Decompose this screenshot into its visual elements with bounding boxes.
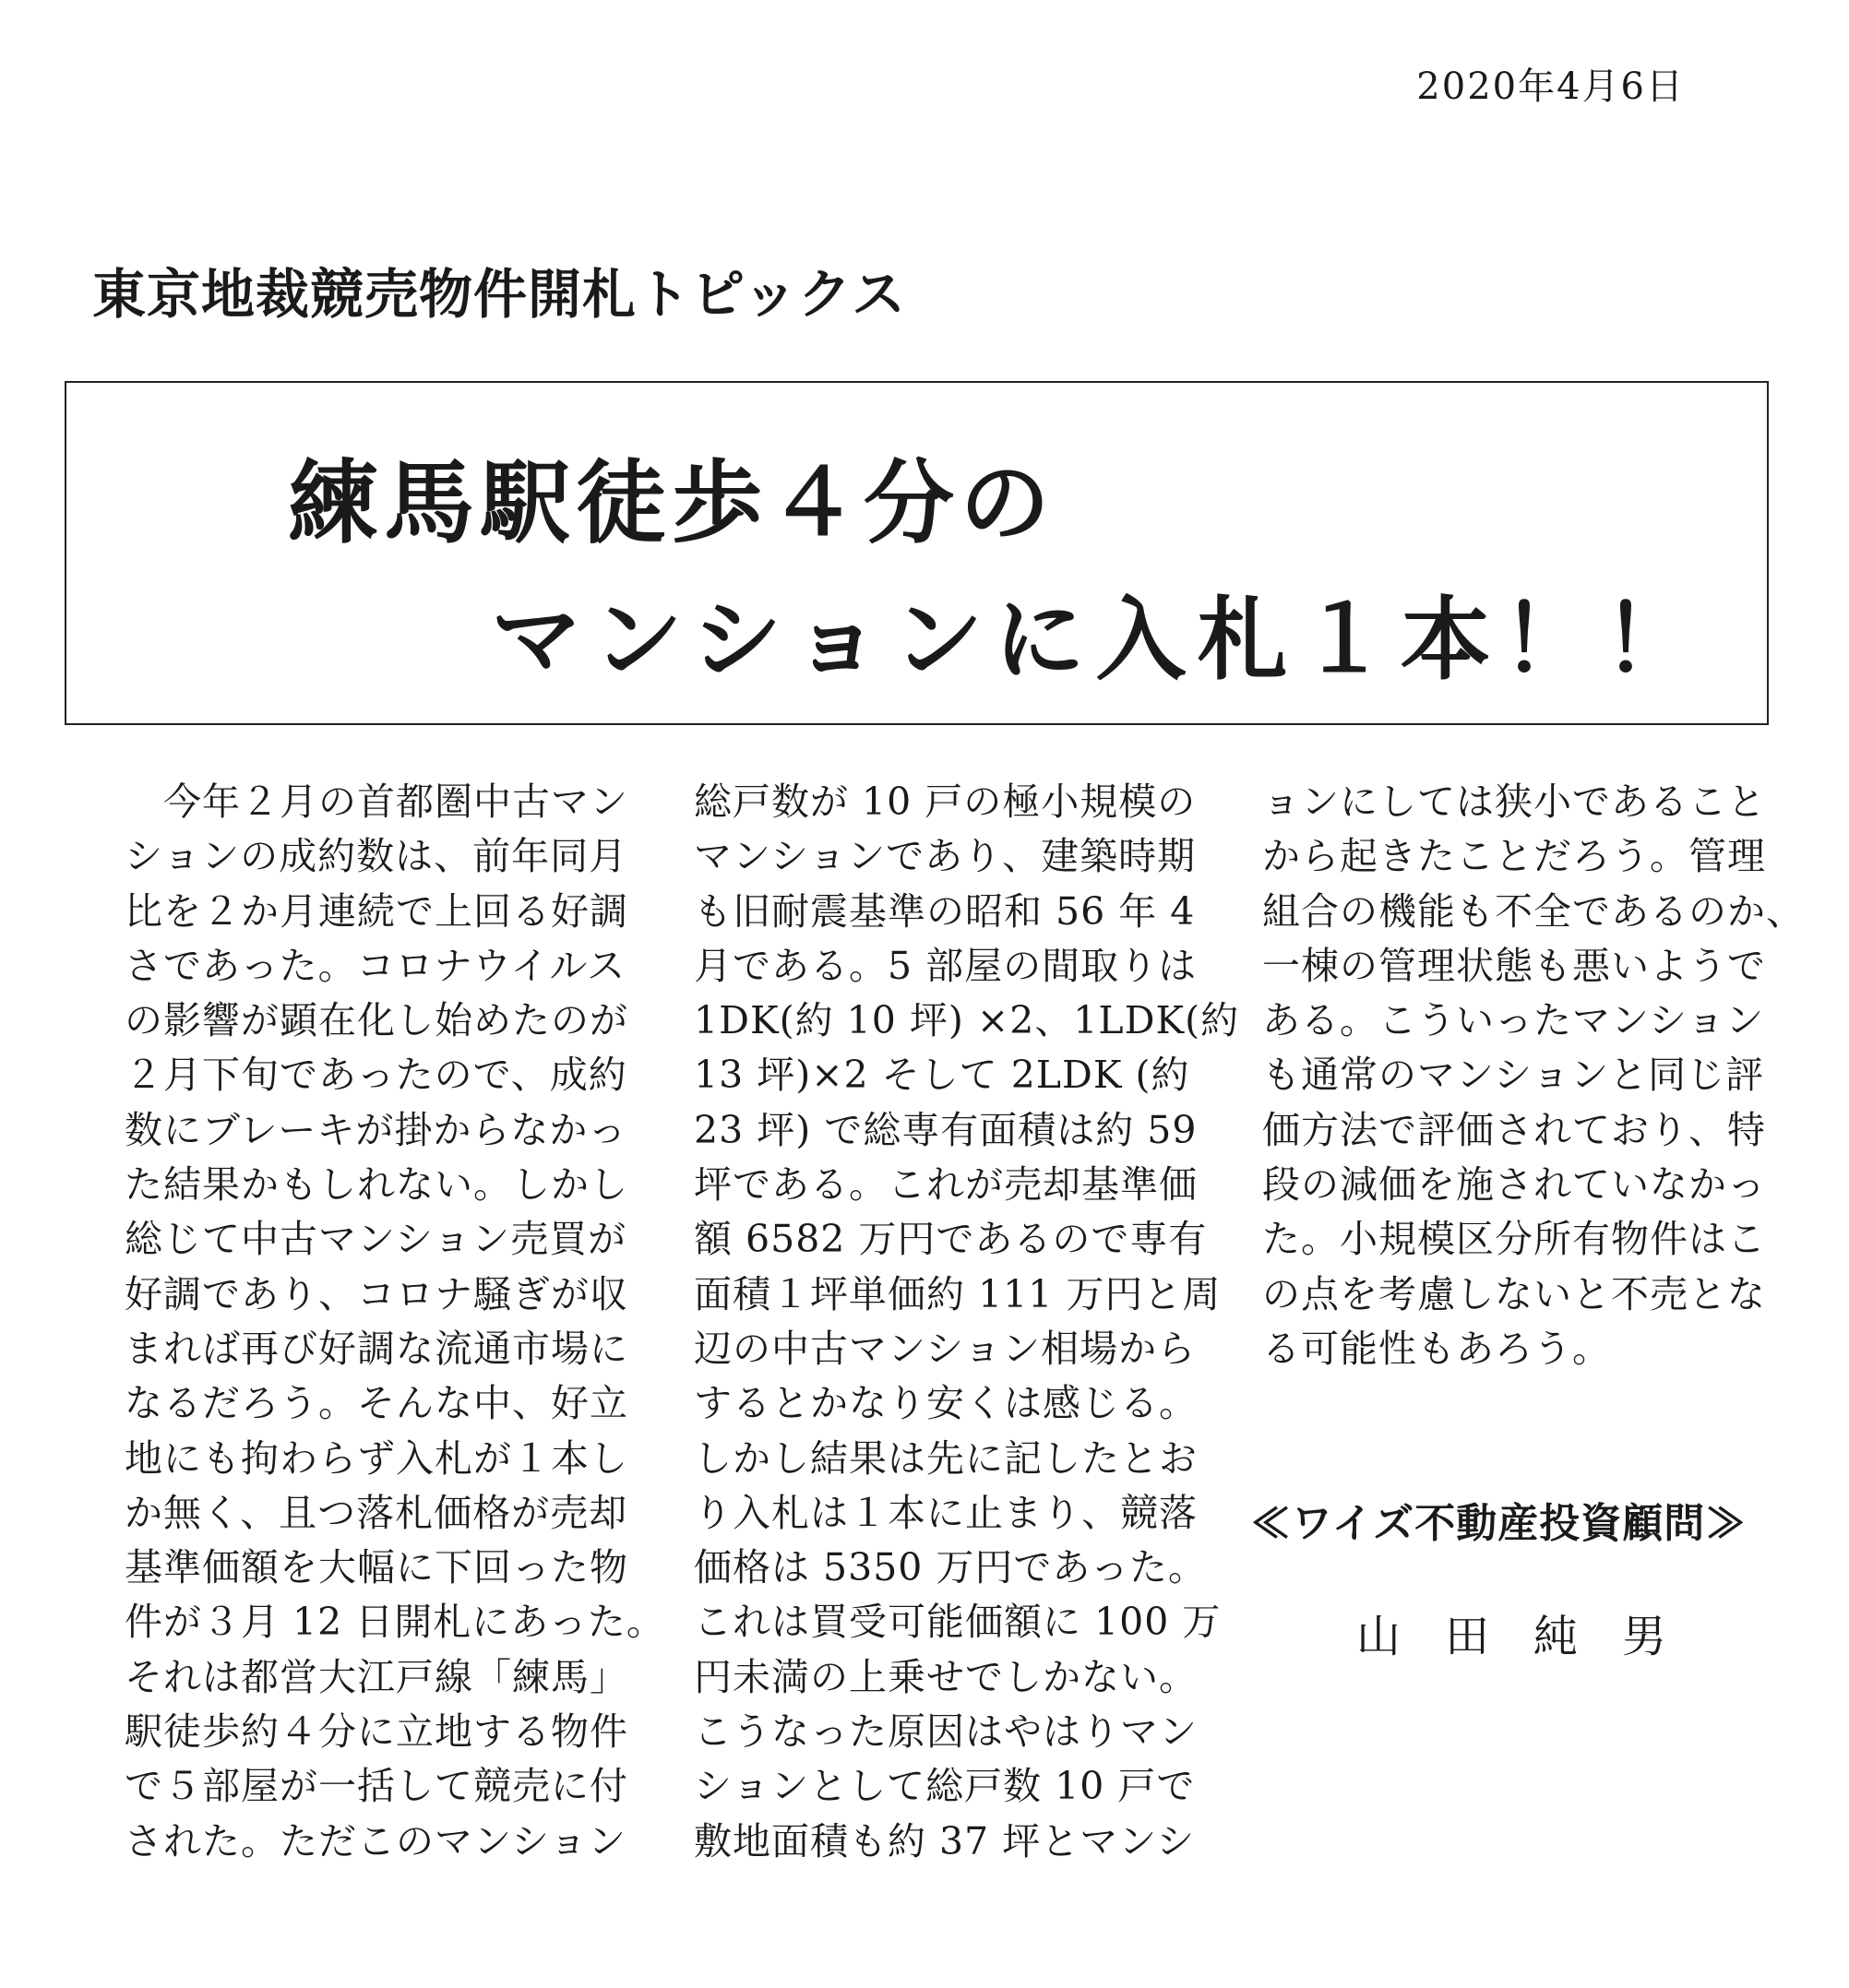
body-text-line: り入札は１本に止まり、競落 (694, 1490, 1198, 1535)
body-text-line: た。小規模区分所有物件はこ (1262, 1217, 1766, 1262)
body-text-line: 価方法で評価されており、特 (1262, 1107, 1766, 1152)
body-text-line: 坪である。これが売却基準価 (694, 1162, 1198, 1208)
body-text-line: ションとして総戸数 10 戸で (694, 1764, 1196, 1809)
body-text-line: ョンにしては狭小であること (1262, 780, 1766, 824)
body-text-line: まれば再び好調な流通市場に (125, 1326, 628, 1371)
series-title: 東京地裁競売物件開札トピックス (92, 263, 907, 326)
body-text-line: 総じて中古マンション売買が (125, 1217, 627, 1262)
body-text-line: 好調であり、コロナ騒ぎが収 (125, 1271, 628, 1316)
body-text-line: 月である。5 部屋の間取りは (694, 943, 1198, 988)
body-text-line: 13 坪)×2 そして 2LDK (約 (694, 1053, 1190, 1098)
body-text-line: 比を２か月連続で上回る好調 (125, 888, 628, 934)
body-text-line: された。ただこのマンション (125, 1818, 627, 1863)
body-column-3 (1262, 775, 1805, 1376)
body-text-line: 件が３月 12 日開札にあった。 (125, 1600, 665, 1645)
body-text-line: しかし結果は先に記したとお (694, 1435, 1198, 1481)
body-text-line: の影響が顕在化し始めたのが (125, 998, 628, 1043)
body-text-line: マンションであり、建築時期 (694, 834, 1197, 879)
body-text-line: 段の減価を施されていなかっ (1262, 1162, 1766, 1208)
body-text-line: で５部屋が一括して競売に付 (125, 1764, 628, 1809)
body-text-line: から起きたことだろう。管理 (1262, 834, 1766, 879)
body-text-line: 敷地面積も約 37 坪とマンシ (694, 1818, 1196, 1863)
body-text-line: 価格は 5350 万円であった。 (694, 1545, 1207, 1590)
body-text-line: 1DK(約 10 坪) ×2、1LDK(約 (694, 998, 1240, 1043)
author-name: 山田純男 (1356, 1611, 1712, 1662)
body-text-line: 円未満の上乗せでしかない。 (694, 1654, 1198, 1699)
body-text-line: た結果かもしれない。しかし (125, 1162, 628, 1208)
body-text-line: ションの成約数は、前年同月 (125, 834, 628, 879)
body-column-2 (694, 775, 1240, 1869)
body-text-line: も旧耐震基準の昭和 56 年 4 (694, 888, 1196, 934)
body-text-line: 数にブレーキが掛からなかっ (125, 1107, 627, 1152)
body-text-line: さであった。コロナウイルス (125, 943, 626, 988)
body-text-line: る可能性もあろう。 (1262, 1326, 1611, 1371)
body-text-line: なるだろう。そんな中、好立 (125, 1381, 628, 1426)
body-text-line: 総戸数が 10 戸の極小規模の (694, 780, 1197, 824)
body-text-line: これは買受可能価額に 100 万 (694, 1600, 1222, 1645)
body-text-line: の点を考慮しないと不売とな (1262, 1271, 1766, 1316)
body-text-line: も通常のマンションと同じ評 (1262, 1053, 1765, 1098)
author-affiliation: ≪ワイズ不動産投資顧問≫ (1250, 1500, 1748, 1547)
headline-line-2: マンションに入札１本！！ (491, 588, 1705, 693)
body-text-line: それは都営大江戸線「練馬」 (125, 1654, 628, 1699)
body-text-line: 地にも拘わらず入札が１本し (125, 1435, 628, 1481)
body-text-line: 組合の機能も不全であるのか、 (1262, 888, 1805, 934)
body-text-line: ２月下旬であったので、成約 (125, 1053, 627, 1098)
body-text-line: 基準価額を大幅に下回った物 (125, 1545, 628, 1590)
body-text-line: 今年２月の首都圏中古マン (125, 780, 628, 824)
body-text-line: ある。こういったマンション (1262, 998, 1765, 1043)
body-text-line: するとかなり安くは感じる。 (694, 1381, 1198, 1426)
article-date: 2020年4月6日 (1416, 65, 1685, 108)
body-column-1 (125, 775, 665, 1869)
headline-box (65, 381, 1769, 725)
headline-line-1: 練馬駅徒歩４分の (288, 451, 1056, 556)
body-text-line: 面積１坪単価約 111 万円と周 (694, 1271, 1222, 1316)
body-text-line: 駅徒歩約４分に立地する物件 (125, 1709, 628, 1755)
body-text-line: こうなった原因はやはりマン (694, 1709, 1198, 1755)
body-text-line: 23 坪) で総専有面積は約 59 (694, 1107, 1198, 1152)
body-text-line: か無く、且つ落札価格が売却 (125, 1490, 628, 1535)
body-text-line: 一棟の管理状態も悪いようで (1262, 943, 1766, 988)
body-text-line: 額 6582 万円であるので専有 (694, 1217, 1208, 1262)
body-text-line: 辺の中古マンション相場から (694, 1326, 1197, 1371)
